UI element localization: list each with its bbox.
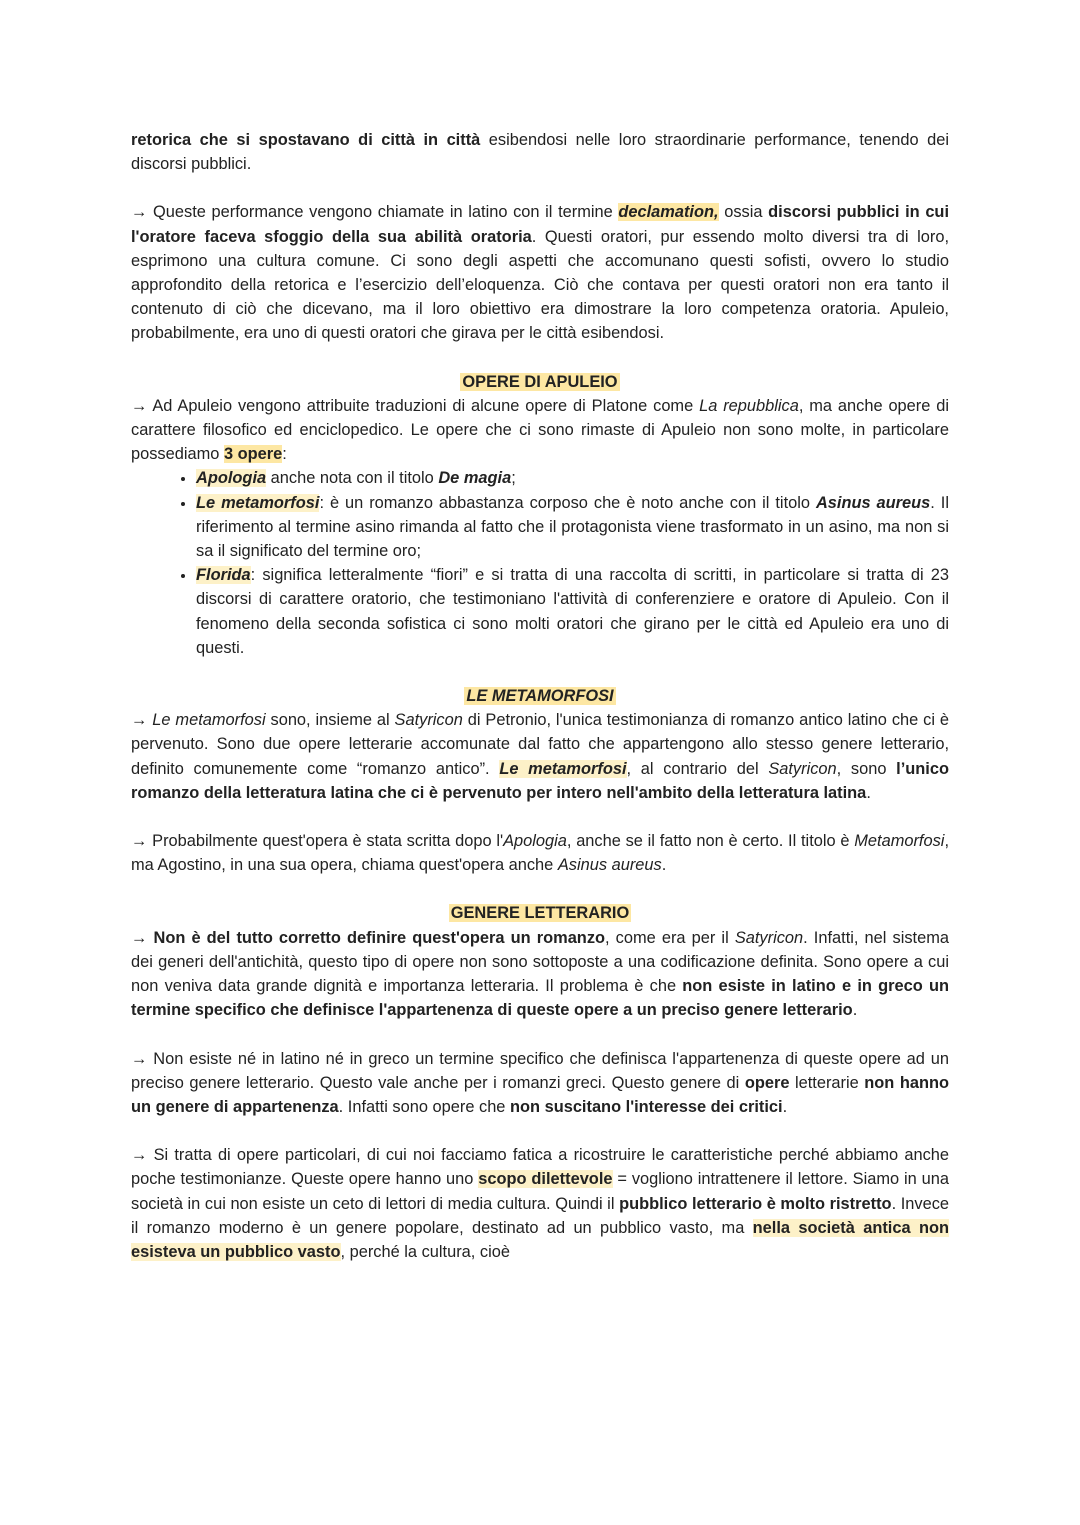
list-item	[196, 491, 949, 564]
bold-text: opere	[744, 1073, 790, 1092]
list-item	[196, 466, 949, 490]
text: → Queste performance vengono chiamate in latino con il termine	[131, 203, 619, 222]
section-heading-opere	[131, 370, 949, 394]
spacer	[131, 1023, 949, 1047]
text: di Petronio, l'unica testimonianza di romanzo antico latino che ci è pervenuto. Sono due opere letterarie accomunate dal fatto che appartengono allo stesso genere letterario, definito comunemente come “romanzo antico”.	[131, 711, 949, 778]
text: , come era per il	[605, 928, 735, 947]
paragraph-declamation	[131, 200, 949, 345]
paragraph-genere-2	[131, 1047, 949, 1120]
text: → Non esiste né in latino né in greco un termine specifico che definisca l'appartenenza di queste opere ad un preciso genere letterario. Questo vale anche per i romanzi greci. Questo genere di	[131, 1049, 949, 1092]
paragraph-genere-3	[131, 1143, 949, 1264]
text: . Infatti sono opere che	[338, 1097, 510, 1116]
paragraph-metamorfosi	[131, 708, 949, 805]
spacer	[131, 346, 949, 370]
text: → Probabilmente quest'opera è stata scritta dopo l'	[131, 832, 504, 851]
highlight-term: declamation,	[618, 203, 719, 222]
text: ossia	[718, 203, 769, 222]
italic-text: Apologia	[503, 832, 567, 851]
paragraph-intro	[131, 128, 949, 176]
text: . Questi oratori, pur essendo molto diversi tra di loro, esprimono una cultura comune. Ci sono degli aspetti che accomunano questi sofisti, ovvero lo studio approfondito della retorica e l’esercizio dell’eloquenza. Ciò che contava per questi oratori non era tanto il contenuto di ciò che dicevano, ma il loro obiettivo era dimostrare la loro competenza oratoria. Apuleio, probabilmente, era uno di questi oratori che girava per le città esibendosi.	[131, 227, 949, 343]
highlight-term: 3 opere	[223, 445, 283, 464]
bold-text: non esiste in latino e in greco un termine specifico che definisce l'appartenenza di queste opere a un preciso genere letterario	[131, 977, 949, 1020]
italic-text: La repubblica	[699, 396, 799, 415]
bold-text: non hanno un genere di appartenenza	[131, 1073, 949, 1116]
bold-italic-text: Asinus aureus	[815, 493, 931, 512]
document-page	[131, 128, 949, 1264]
text: : è un romanzo abbastanza corposo che è noto anche con il titolo	[319, 493, 816, 512]
text: . Infatti, nel sistema dei generi dell'antichità, questo tipo di opere non sono sottoposte a una codificazione definita. Sono opere a cui non veniva data grande dignità e importanza letteraria. Il problema è che	[131, 928, 949, 996]
text: .	[866, 783, 871, 802]
text: → Si tratta di opere particolari, di cui noi facciamo fatica a ricostruire le caratteristiche perché abbiamo anche poche testimonianze. Queste opere hanno uno	[131, 1146, 949, 1189]
text: , perché la cultura, cioè	[340, 1242, 510, 1261]
text: , ma anche opere di carattere filosofico ed enciclopedico. Le opere che ci sono rimaste di Apuleio non sono molte, in particolare possediamo	[131, 396, 950, 464]
italic-text: Satyricon	[734, 928, 804, 947]
bold-italic-text: De magia	[438, 469, 512, 488]
bold-text: discorsi pubblici in cui l'oratore faceva sfoggio della sua abilità oratoria	[131, 203, 949, 246]
text: anche nota con il titolo	[266, 469, 439, 488]
text: letterarie	[789, 1073, 865, 1092]
heading-text: LE METAMORFOSI	[466, 687, 614, 706]
highlight-term: Le metamorfosi	[499, 759, 627, 778]
text: .	[661, 856, 667, 875]
text: esibendosi nelle loro straordinarie performance, tenendo dei discorsi pubblici.	[131, 131, 949, 174]
spacer	[131, 805, 949, 829]
text: : significa letteralmente “fiori” e si tratta di una raccolta di scritti, in particolare si tratta di 23 discorsi di carattere oratorio, che testimoniano l'attività di conferenziere e oratore di Apuleio. Con il fenomeno della seconda sofistica ci sono molti oratori che girano per le città ed Apuleio era uno di questi.	[196, 566, 949, 657]
text: .	[782, 1097, 788, 1116]
list-item	[196, 563, 949, 660]
spacer	[131, 176, 949, 200]
spacer	[131, 877, 949, 901]
paragraph-opere	[131, 394, 949, 467]
italic-text: Asinus aureus	[557, 856, 662, 875]
section-heading-genere	[131, 901, 949, 925]
highlight-term: scopo dilettevole	[478, 1170, 613, 1189]
text: . Il riferimento al termine asino rimanda al fatto che il protagonista viene trasformato in un asino, ma non si sa il significato del termine oro;	[196, 493, 949, 561]
bold-text: pubblico letterario è molto ristretto	[619, 1194, 892, 1213]
bold-text: → Non è del tutto corretto definire quest'opera un romanzo	[131, 928, 606, 947]
text: → Ad Apuleio vengono attribuite traduzioni di alcune opere di Platone come	[131, 396, 700, 415]
works-list	[131, 466, 949, 660]
text: :	[282, 445, 287, 464]
italic-text: Metamorfosi	[854, 832, 945, 851]
highlight-term: Apologia	[196, 469, 267, 488]
heading-text: OPERE DI APULEIO	[462, 372, 618, 391]
bold-text: non suscitano l'interesse dei critici	[509, 1097, 783, 1116]
text: sono, insieme al	[265, 711, 395, 730]
text: . Invece il romanzo moderno è un genere popolare, destinato ad un pubblico vasto, ma	[131, 1194, 950, 1237]
text: , ma Agostino, in una sua opera, chiama quest'opera anche	[131, 832, 949, 875]
italic-text: Satyricon	[394, 711, 463, 730]
bold-text: l’unico romanzo della letteratura latina che ci è pervenuto per intero nell'ambito della letteratura latina	[131, 759, 949, 802]
text: .	[852, 1001, 858, 1020]
text: , sono	[836, 759, 897, 778]
text: = vogliono intrattenere il lettore. Siamo in una società in cui non esiste un ceto di lettori di media cultura. Quindi il	[131, 1170, 949, 1213]
highlight-term: Le metamorfosi	[196, 493, 320, 512]
highlight-term: Florida	[196, 566, 251, 585]
spacer	[131, 660, 949, 684]
highlight-term: nella società antica non esisteva un pubblico vasto	[131, 1218, 949, 1261]
text: , anche se il fatto non è certo. Il titolo è	[566, 832, 855, 851]
text: ;	[511, 469, 516, 488]
paragraph-genere-1	[131, 926, 949, 1023]
italic-text: Satyricon	[768, 759, 837, 778]
italic-text: Le metamorfosi	[152, 711, 266, 730]
bold-text: retorica che si spostavano di città in città	[131, 131, 481, 149]
heading-text: GENERE LETTERARIO	[450, 904, 630, 923]
section-heading-metamorfosi	[131, 684, 949, 708]
text: , al contrario del	[626, 759, 769, 778]
paragraph-apologia	[131, 829, 949, 877]
text: →	[131, 711, 153, 730]
spacer	[131, 1119, 949, 1143]
